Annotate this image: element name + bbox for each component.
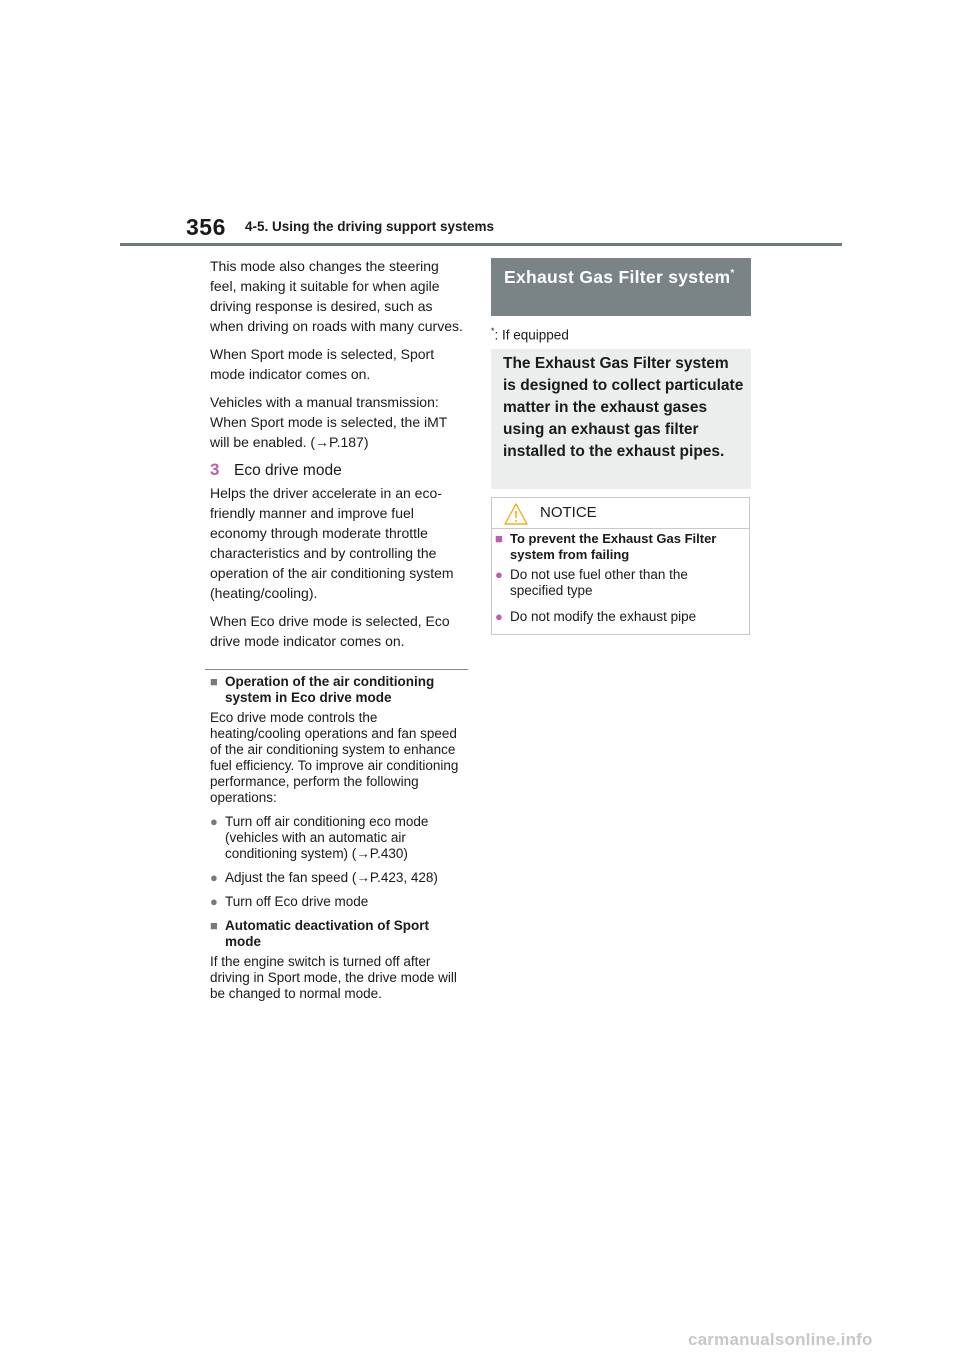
header-rule [120, 243, 842, 246]
left-column [210, 256, 468, 1010]
square-bullet-icon: ■ [495, 531, 503, 546]
circle-bullet-icon: ● [495, 567, 503, 582]
notice-label: NOTICE [540, 504, 597, 521]
watermark: carmanualsonline.info [688, 1330, 873, 1349]
divider [205, 669, 468, 670]
paragraph-eco-description: Helps the driver accelerate in an eco-friendly manner and improve fuel economy through moderate throttle characteristics and by controlling the operation of the air conditioning system (heating/cooling). [210, 485, 454, 601]
section-title: 4-5. Using the driving support systems [245, 219, 495, 234]
footnote: *: If equipped [491, 326, 569, 343]
paragraph-eco-indicator: When Eco drive mode is selected, Eco drive mode indicator comes on. [210, 613, 450, 649]
circle-bullet-icon: ● [210, 814, 218, 829]
notice-header [491, 497, 750, 529]
list-item: ● Adjust the fan speed (→P.423, 428) [210, 870, 438, 885]
circle-bullet-icon: ● [495, 609, 503, 624]
note-heading-air-conditioning: ■ Operation of the air conditioning system in Eco drive mode [210, 674, 435, 705]
paragraph-sport-indicator: When Sport mode is selected, Sport mode indicator comes on. [210, 346, 435, 382]
section-banner-title: Exhaust Gas Filter system* [504, 266, 735, 287]
paragraph-imt: Vehicles with a manual transmission: When Sport mode is selected, the iMT will be enabled. (→P.187) [210, 394, 448, 450]
intro-text: The Exhaust Gas Filter system is designed to collect particulate matter in the exhaust gases using an exhaust gas filter installed to the exhaust pipes. [503, 355, 744, 460]
circle-bullet-icon: ● [210, 870, 218, 885]
notice-heading: ■ To prevent the Exhaust Gas Filter system from failing [495, 531, 717, 562]
step-number: 3 [210, 460, 220, 479]
list-item: ● Do not modify the exhaust pipe [495, 609, 697, 624]
warning-icon [504, 503, 528, 525]
list-item: ● Turn off Eco drive mode [210, 894, 369, 909]
square-bullet-icon: ■ [210, 674, 218, 689]
step-label: Eco drive mode [234, 462, 342, 479]
square-bullet-icon: ■ [210, 918, 218, 933]
note-body-air-conditioning: Eco drive mode controls the heating/cooling operations and fan speed of the air conditioning system to enhance fuel efficiency. To improve air conditioning performance, perform the following operations: [210, 710, 459, 805]
list-item: ● Turn off air conditioning eco mode (vehicles with an automatic air conditioning system) (→P.430) [210, 814, 429, 861]
circle-bullet-icon: ● [210, 894, 218, 909]
note-body-sport-deactivation: If the engine switch is turned off after driving in Sport mode, the drive mode will be changed to normal mode. [210, 954, 457, 1001]
step-eco-drive [210, 460, 468, 480]
page-number: 356 [186, 214, 226, 240]
list-item: ● Do not use fuel other than the specified type [495, 567, 688, 598]
notice-content [495, 531, 743, 635]
paragraph-steering: This mode also changes the steering feel, making it suitable for when agile driving response is desired, such as when driving on roads with many curves. [210, 258, 463, 334]
note-heading-sport-deactivation: ■ Automatic deactivation of Sport mode [210, 918, 430, 949]
